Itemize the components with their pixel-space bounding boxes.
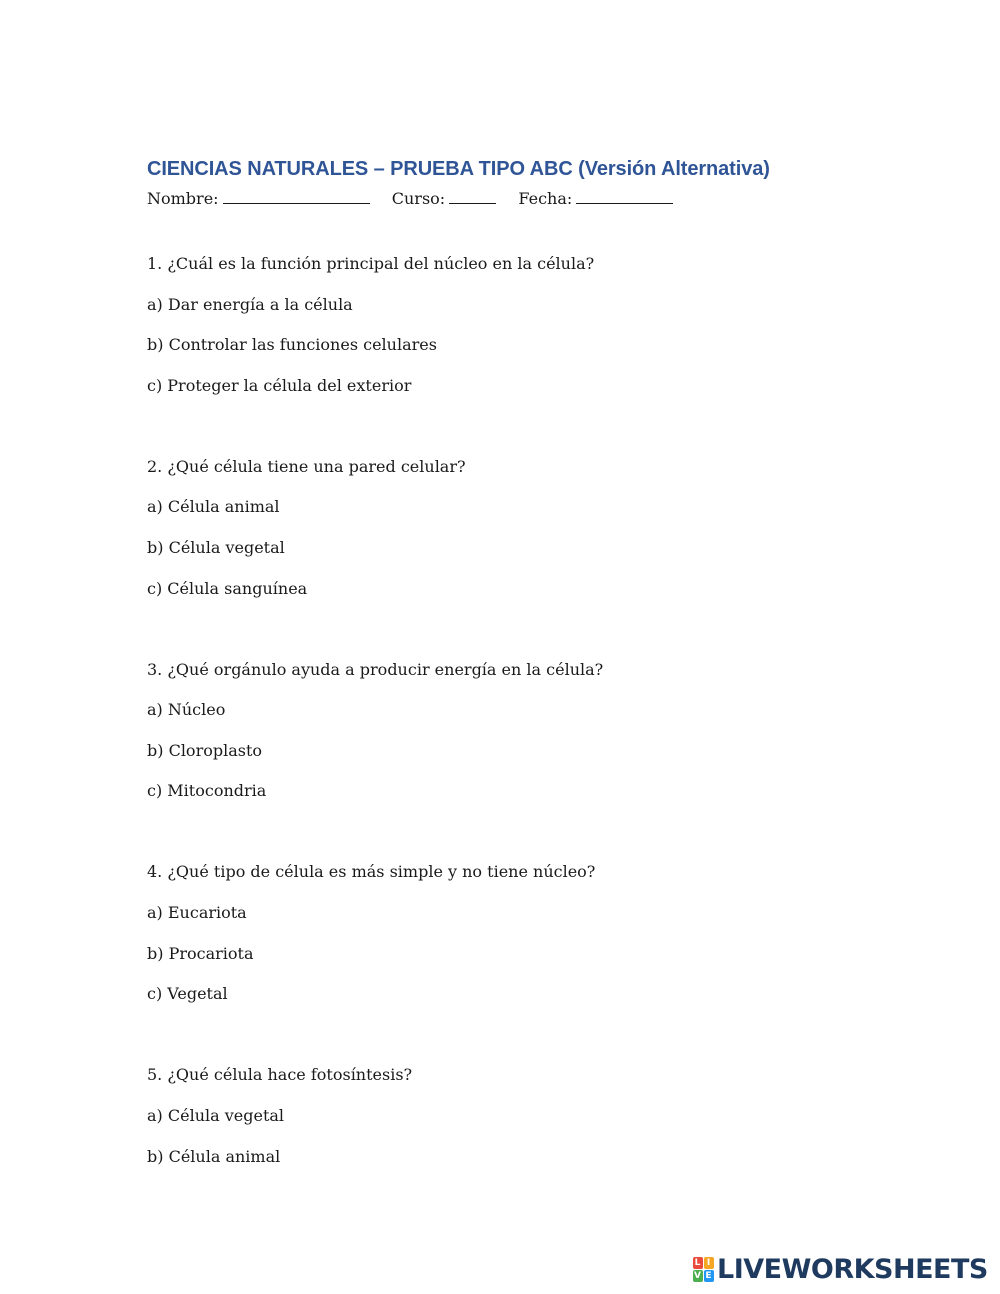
question-4-option-c[interactable]: c) Vegetal bbox=[147, 984, 228, 1003]
question-3-option-c[interactable]: c) Mitocondria bbox=[147, 781, 267, 800]
logo-tile-i: I bbox=[704, 1257, 714, 1269]
fecha-blank[interactable] bbox=[576, 189, 673, 204]
question-5: 5. ¿Qué célula hace fotosíntesis? bbox=[147, 1065, 413, 1084]
curso-blank[interactable] bbox=[449, 189, 496, 204]
student-info-line bbox=[147, 189, 673, 208]
question-5-option-a[interactable]: a) Célula vegetal bbox=[147, 1106, 285, 1125]
question-1-option-b[interactable]: b) Controlar las funciones celulares bbox=[147, 335, 437, 354]
logo-tile-l: L bbox=[693, 1257, 703, 1269]
question-2: 2. ¿Qué célula tiene una pared celular? bbox=[147, 457, 466, 476]
logo-text: LIVEWORKSHEETS bbox=[717, 1253, 988, 1285]
question-4: 4. ¿Qué tipo de célula es más simple y no tiene núcleo? bbox=[147, 862, 596, 881]
question-3: 3. ¿Qué orgánulo ayuda a producir energía en la célula? bbox=[147, 660, 604, 679]
question-4-option-a[interactable]: a) Eucariota bbox=[147, 903, 247, 922]
fecha-label: Fecha: bbox=[518, 189, 573, 208]
nombre-label: Nombre: bbox=[147, 189, 219, 208]
question-1: 1. ¿Cuál es la función principal del núcleo en la célula? bbox=[147, 254, 595, 273]
logo-tile-e: E bbox=[705, 1270, 712, 1281]
question-2-option-c[interactable]: c) Célula sanguínea bbox=[147, 579, 308, 598]
nombre-blank[interactable] bbox=[223, 189, 370, 204]
document-title: CIENCIAS NATURALES – PRUEBA TIPO ABC (Versión Alternativa) bbox=[147, 158, 770, 180]
question-5-option-b[interactable]: b) Célula animal bbox=[147, 1147, 281, 1166]
curso-label: Curso: bbox=[391, 189, 446, 208]
question-3-option-b[interactable]: b) Cloroplasto bbox=[147, 741, 263, 760]
logo-tile-v: V bbox=[694, 1270, 701, 1281]
liveworksheets-logo-icon bbox=[692, 1256, 714, 1282]
liveworksheets-logo bbox=[692, 1253, 988, 1285]
question-2-option-b[interactable]: b) Célula vegetal bbox=[147, 538, 285, 557]
question-4-option-b[interactable]: b) Procariota bbox=[147, 944, 254, 963]
question-2-option-a[interactable]: a) Célula animal bbox=[147, 497, 280, 516]
question-1-option-c[interactable]: c) Proteger la célula del exterior bbox=[147, 376, 412, 395]
question-3-option-a[interactable]: a) Núcleo bbox=[147, 700, 226, 719]
question-1-option-a[interactable]: a) Dar energía a la célula bbox=[147, 295, 353, 314]
